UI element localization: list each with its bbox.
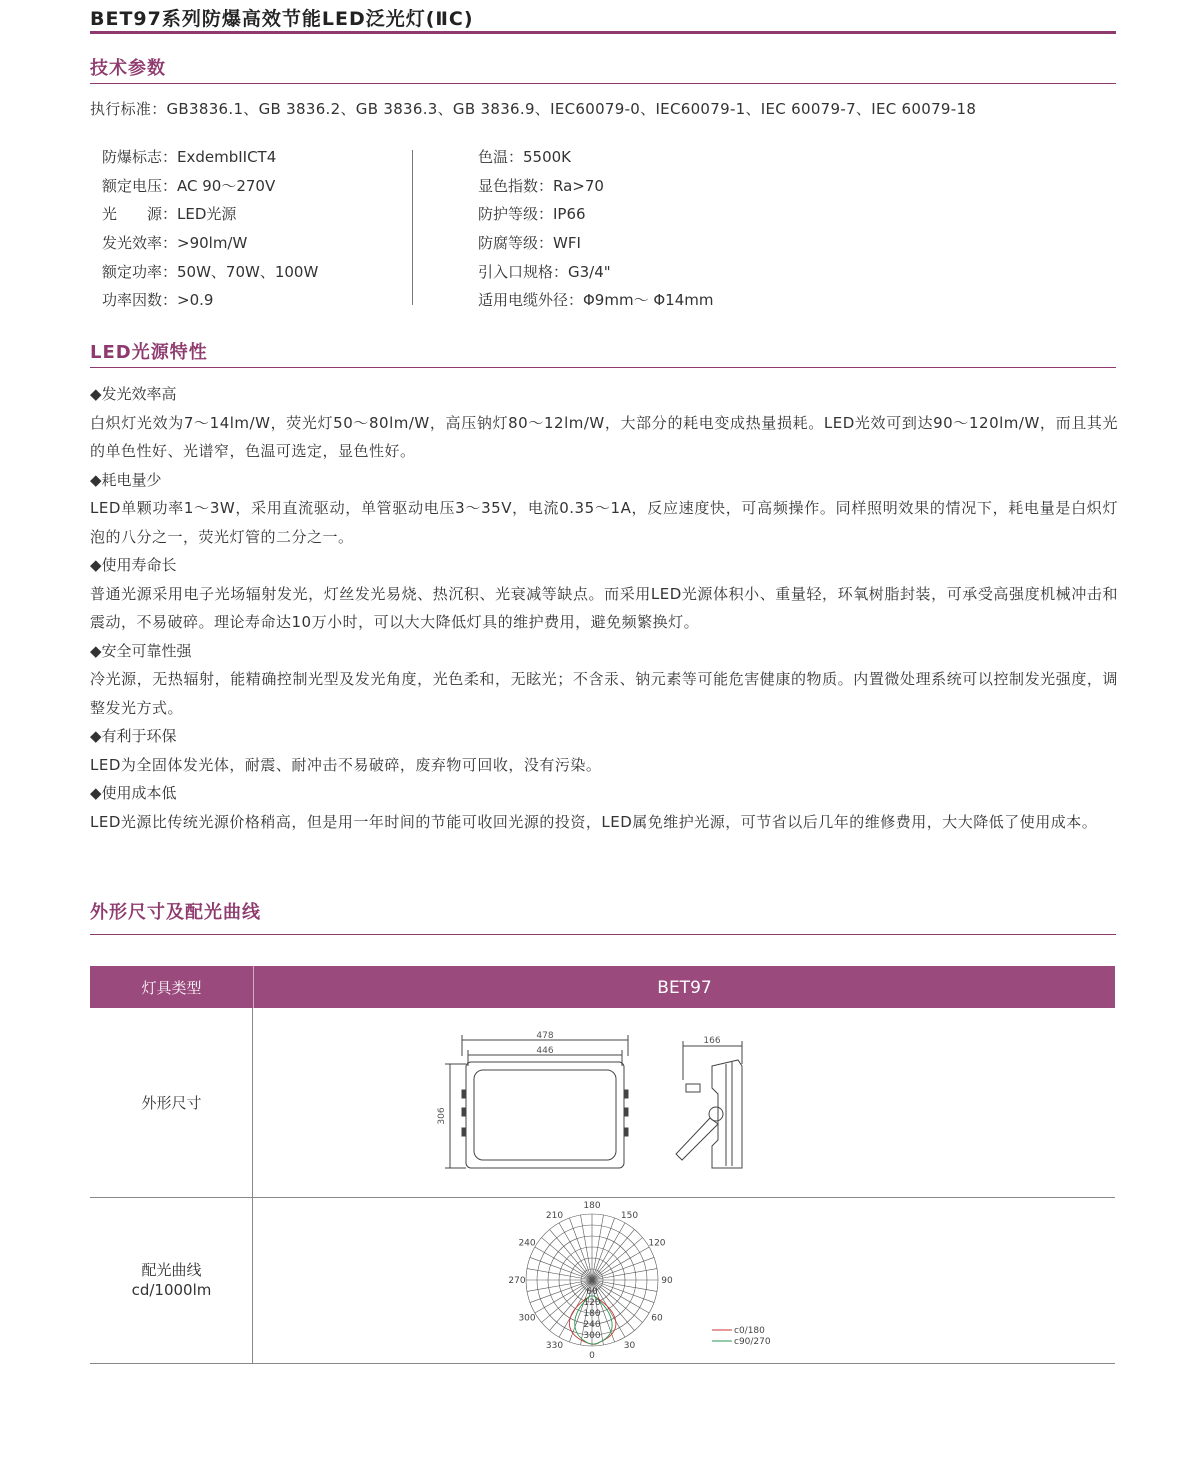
param-item: 额定功率：50W、70W、100W (102, 262, 319, 281)
param-item: 防护等级：IP66 (478, 205, 586, 224)
param-item: 额定电压：AC 90～270V (102, 176, 276, 195)
polar-angle-label: 150 (620, 1211, 639, 1222)
legend-c90: c90/270 (734, 1337, 771, 1347)
section-rule (90, 83, 1116, 84)
polar-angle-label: 60 (651, 1313, 663, 1324)
param-item: 功率因数：>0.9 (102, 291, 214, 310)
param-item: 适用电缆外径：Φ9mm～ Φ14mm (478, 291, 714, 310)
dim-depth: 166 (703, 1036, 721, 1046)
polar-radial-label: 120 (583, 1298, 601, 1308)
polar-angle-label: 90 (661, 1276, 673, 1286)
polar-radial-label: 60 (586, 1287, 598, 1297)
feature-heading: ◆使用成本低 (90, 784, 177, 802)
feature-text: LED为全固体发光体，耐震、耐冲击不易破碎，废弃物可回收，没有污染。 (90, 755, 602, 774)
feature-text: LED光源比传统光源价格稍高，但是用一年时间的节能可收回光源的投资，LED属免维护光源，可节省以后几年的维修费用，大大降低了使用成本。 (90, 812, 1098, 831)
params-right (478, 146, 713, 318)
section-rule (90, 367, 1116, 368)
param-item: 色温：5500K (478, 148, 572, 166)
lamp-side-body (712, 1060, 742, 1168)
dim-outer-width: 478 (536, 1031, 554, 1041)
dim-height: 306 (437, 1107, 447, 1125)
page-title: BET97系列防爆高效节能LED泛光灯(ⅡC) (90, 8, 474, 30)
polar-angle-label: 120 (648, 1238, 666, 1249)
params-divider (412, 150, 413, 305)
title-rule (90, 31, 1116, 34)
feature-heading: ◆安全可靠性强 (90, 641, 192, 660)
col-header-type: 灯具类型 (141, 979, 202, 997)
light-distribution-chart (500, 1200, 800, 1362)
polar-angle-label: 180 (583, 1201, 601, 1211)
polar-angle-label: 300 (518, 1313, 536, 1324)
section-rule (90, 934, 1116, 935)
param-item: 光 源：LED光源 (102, 205, 237, 224)
dimension-drawing (430, 1026, 760, 1176)
polar-angle-label: 0 (589, 1351, 595, 1361)
lamp-front-body (466, 1062, 624, 1168)
polar-radial-label: 180 (583, 1309, 601, 1319)
feature-heading: ◆发光效率高 (90, 385, 177, 403)
feature-heading: ◆使用寿命长 (90, 556, 177, 574)
section-title-led: LED光源特性 (90, 342, 208, 363)
polar-radial-label: 240 (583, 1320, 601, 1330)
param-item: 防爆标志：ExdembIICT4 (102, 148, 277, 166)
table-header (90, 966, 1115, 1008)
table-column-line (252, 1008, 253, 1364)
row-label-light-curve (90, 1260, 253, 1300)
table-row-line (90, 1197, 1115, 1198)
feature-text: 白炽灯光效为7～14lm/W，荧光灯50～80lm/W，高压钠灯80～12lm/W，大部分的耗电变成热量损耗。LED光效可到达90～120lm/W，而且其光的单色性好、光谱窄，色温可选定，显色性好。 (90, 413, 1118, 460)
feature-text: 冷光源，无热辐射，能精确控制光型及发光角度，光色柔和，无眩光；不含汞、钠元素等可能危害健康的物质。内置微处理系统可以控制发光强度，调整发光方式。 (90, 670, 1118, 717)
polar-angle-label: 30 (623, 1340, 636, 1351)
polar-angle-label: 210 (545, 1211, 564, 1222)
feature-list (90, 380, 1118, 836)
section-title-shape: 外形尺寸及配光曲线 (90, 902, 261, 923)
param-item: 显色指数：Ra>70 (478, 176, 604, 195)
param-item: 引入口规格：G3/4" (478, 262, 611, 281)
params-left (102, 146, 318, 318)
feature-text: 普通光源采用电子光场辐射发光，灯丝发光易烧、热沉积、光衰减等缺点。而采用LED光源体积小、重量轻，环氧树脂封装，可承受高强度机械冲击和震动，不易破碎。理论寿命达10万小时，可以大大降低灯具的维护费用，避免频繁换灯。 (90, 584, 1118, 631)
param-item: 发光效率：>90lm/W (102, 234, 248, 253)
row-label-unit: cd/1000lm (131, 1281, 212, 1299)
standard-line: 执行标准：GB3836.1、GB 3836.2、GB 3836.3、GB 3836.9、IEC60079-0、IEC60079-1、IEC 60079-7、IEC 60079-18 (90, 100, 977, 118)
lamp-front-lens (474, 1070, 616, 1160)
param-item: 防腐等级：WFI (478, 234, 581, 253)
section-title-tech: 技术参数 (90, 58, 166, 79)
polar-angle-label: 240 (518, 1238, 536, 1249)
legend-c0: c0/180 (734, 1326, 765, 1336)
row-label-line: 配光曲线 (141, 1261, 202, 1279)
feature-heading: ◆有利于环保 (90, 727, 177, 745)
polar-angle-label: 330 (545, 1340, 564, 1351)
col-header-model: BET97 (657, 978, 712, 998)
row-label-dimensions: 外形尺寸 (141, 1094, 202, 1112)
table-bottom-line (90, 1363, 1115, 1364)
feature-heading: ◆耗电量少 (90, 470, 162, 489)
dim-inner-width: 446 (536, 1046, 554, 1056)
feature-text: LED单颗功率1～3W，采用直流驱动，单管驱动电压3～35V，电流0.35～1A，反应速度快，可高频操作。同样照明效果的情况下，耗电量是白炽灯泡的八分之一，荧光灯管的二分之一。 (90, 499, 1118, 546)
polar-angle-label: 270 (508, 1276, 526, 1286)
polar-radial-label: 300 (583, 1331, 601, 1341)
